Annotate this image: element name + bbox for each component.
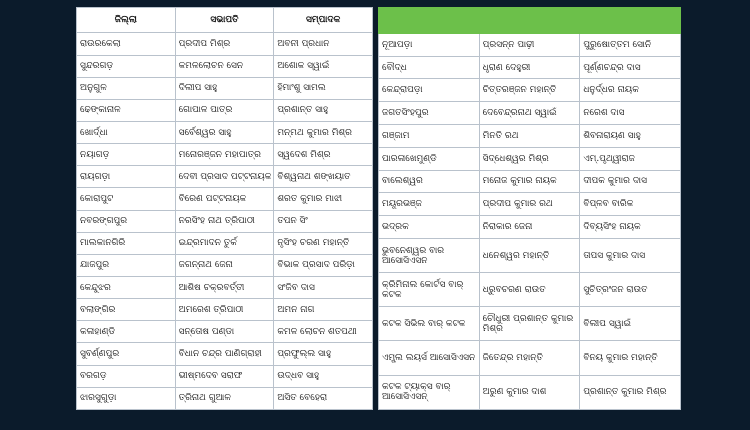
table-row bbox=[77, 299, 373, 321]
secretary-cell: ବିଲୀପ ସ୍ୱାଇଁ bbox=[580, 307, 681, 341]
district-cell: ରାୟଗଡ଼ା bbox=[77, 166, 176, 188]
secretary-cell: ବିପ୍ଳବ ବାରିକ bbox=[580, 193, 681, 216]
district-cell: ଅନୁଗୁଳ bbox=[77, 77, 176, 99]
table-row bbox=[379, 375, 681, 409]
district-cell: ଗଞ୍ଜାମ bbox=[379, 125, 480, 148]
president-cell: ସନ୍ତୋଷ ପଣ୍ଡା bbox=[175, 321, 274, 343]
president-cell: ମନୋଜ କୁମାର ନାୟକ bbox=[479, 170, 580, 193]
secretary-cell: ନରେଶ ଦାସ bbox=[580, 102, 681, 125]
district-cell: କୋରାପୁଟ bbox=[77, 188, 176, 210]
district-cell: କଳାହାଣ୍ଡି bbox=[77, 321, 176, 343]
secretary-cell: ପ୍ରଫୁଲ୍ଲ ସାହୁ bbox=[274, 343, 373, 365]
district-cell: ମାଲକାନଗିରି bbox=[77, 232, 176, 254]
column-header: ସଭାପତି bbox=[175, 8, 274, 33]
secretary-cell: ସଂଜିବ ଦାସ bbox=[274, 277, 373, 299]
district-cell: ଖୋର୍ଦ୍ଧା bbox=[77, 122, 176, 144]
district-cell: ଭୁବନେଶ୍ୱର ବାର ଆସୋସିଏସନ bbox=[379, 238, 480, 272]
secretary-cell: ସ୍ୱଦେଶ ମିଶ୍ର bbox=[274, 144, 373, 166]
president-cell: ବିଧାନ ଚନ୍ଦ୍ର ପାଣିଗ୍ରାହୀ bbox=[175, 343, 274, 365]
district-cell: ସୁନ୍ଦରଗଡ଼ bbox=[77, 55, 176, 77]
table-row bbox=[379, 125, 681, 148]
president-cell: ଜଗନ୍ନାଥ ଜେନା bbox=[175, 254, 274, 276]
president-cell: ତ୍ରିନାଥ ଗୁଆଳ bbox=[175, 387, 274, 409]
district-cell: ରାଉରକେଲା bbox=[77, 33, 176, 55]
district-cell: ନୟାଗଡ଼ bbox=[77, 144, 176, 166]
table-row bbox=[379, 273, 681, 307]
secretary-cell: ଶରତ କୁମାର ମାଝୀ bbox=[274, 188, 373, 210]
president-cell: ଦେବେନ୍ଦ୍ରନାଥ ସ୍ୱାଇଁ bbox=[479, 102, 580, 125]
district-cell: ଯାଜପୁର bbox=[77, 254, 176, 276]
president-cell: ନରସିଂହ ନାଥ ତ୍ରିପାଠୀ bbox=[175, 210, 274, 232]
table-row bbox=[379, 170, 681, 193]
district-cell: ଭଦ୍ରକ bbox=[379, 216, 480, 239]
table-row bbox=[77, 55, 373, 77]
table-row bbox=[77, 166, 373, 188]
district-cell: ସୁବର୍ଣ୍ଣପୁର bbox=[77, 343, 176, 365]
district-cell: ଏମ୍ପ୍ଲ ଲୟର୍ସ ଆସୋସିଏସନ bbox=[379, 341, 480, 375]
secretary-cell: ମନ୍ମଥ କୁମାର ମିଶ୍ର bbox=[274, 122, 373, 144]
district-cell: ପାରଳାଖେମୁଣ୍ଡି bbox=[379, 147, 480, 170]
table-row bbox=[77, 387, 373, 409]
table-row bbox=[379, 102, 681, 125]
table-row bbox=[77, 99, 373, 121]
district-cell: ଢେଙ୍କାନାଳ bbox=[77, 99, 176, 121]
president-cell: ଅମରେଶ ତ୍ରିପାଠୀ bbox=[175, 299, 274, 321]
left-table bbox=[76, 7, 373, 410]
left-table-header-row bbox=[77, 8, 373, 33]
table-row bbox=[77, 210, 373, 232]
secretary-cell: ପ୍ରଶାନ୍ତ ସାହୁ bbox=[274, 99, 373, 121]
district-cell: କଟକ ସିଭିଲ ବାର୍ କଟକ bbox=[379, 307, 480, 341]
president-cell: ଧ୍ରୁବଚରଣ ରାଉତ bbox=[479, 273, 580, 307]
president-cell: ଦିଲୀପ ସାହୁ bbox=[175, 77, 274, 99]
secretary-cell: ଉଦ୍ଧବ ସାହୁ bbox=[274, 365, 373, 387]
secretary-cell: ବିନୟ କୁମାର ମହାନ୍ତି bbox=[580, 341, 681, 375]
right-table bbox=[378, 7, 681, 410]
table-row bbox=[379, 193, 681, 216]
secretary-cell: ତପନ ସିଂ bbox=[274, 210, 373, 232]
president-cell: ଭୀଷ୍ମଦେବ ସରାଫ bbox=[175, 365, 274, 387]
secretary-cell: ହିମାଂଶୁ ସାମଲ bbox=[274, 77, 373, 99]
table-row bbox=[77, 343, 373, 365]
table-row bbox=[379, 147, 681, 170]
table-row bbox=[77, 122, 373, 144]
president-cell: ବିରେଣ ପଟ୍ଟନାୟକ bbox=[175, 188, 274, 210]
secretary-cell: ଅବନୀ ପ୍ରଧାନ bbox=[274, 33, 373, 55]
table-row bbox=[379, 238, 681, 272]
president-cell: ଇନ୍ଦ୍ରମାଦନ ତୁର୍କ bbox=[175, 232, 274, 254]
table-row bbox=[379, 33, 681, 56]
table-row bbox=[379, 216, 681, 239]
secretary-cell: ପୂର୍ଣ୍ଣଚନ୍ଦ୍ର ଦାସ bbox=[580, 56, 681, 79]
district-cell: ବାଲେଶ୍ୱର bbox=[379, 170, 480, 193]
president-cell: ଆଶିଷ ଚକ୍ରବର୍ତ୍ତୀ bbox=[175, 277, 274, 299]
president-cell: ନିରାକାର ଜେନା bbox=[479, 216, 580, 239]
secretary-cell: ଧନୁର୍ଦ୍ଧର ନାୟକ bbox=[580, 79, 681, 102]
table-row bbox=[379, 307, 681, 341]
president-cell: ପ୍ରସନ୍ନ ପାଢ଼ୀ bbox=[479, 33, 580, 56]
president-cell: ମନୋରଞ୍ଜନ ମହାପାତ୍ର bbox=[175, 144, 274, 166]
secretary-cell: ସୁଚିତ୍ରଂଜନ ରାଉତ bbox=[580, 273, 681, 307]
table-row bbox=[77, 321, 373, 343]
secretary-cell: ଅଶୋକ ସ୍ୱାଇଁ bbox=[274, 55, 373, 77]
left-table-panel bbox=[76, 7, 373, 410]
table-row bbox=[77, 188, 373, 210]
president-cell: ଧୃରାଣ ଦେହୁରୀ bbox=[479, 56, 580, 79]
secretary-cell: କମଳ ଲୋଚନ ଶତପଥୀ bbox=[274, 321, 373, 343]
table-row bbox=[379, 341, 681, 375]
secretary-cell: ନୃସିଂହ ଚରଣ ମହାନ୍ତି bbox=[274, 232, 373, 254]
president-cell: ଦେବୀ ପ୍ରସାଦ ପଟ୍ଟନାୟକ bbox=[175, 166, 274, 188]
secretary-cell: ଅସିତ ବେହେରା bbox=[274, 387, 373, 409]
district-cell: କେନ୍ଦୁଝର bbox=[77, 277, 176, 299]
district-cell: ମୟୂରଭଞ୍ଜ bbox=[379, 193, 480, 216]
secretary-cell: ଏମ୍.ପୃଥ୍ୱୀରାଜ bbox=[580, 147, 681, 170]
secretary-cell: ବିଶ୍ୱନାଥ ଶଙ୍ଖୟାତ bbox=[274, 166, 373, 188]
right-table-header-bar bbox=[379, 8, 681, 34]
president-cell: ଅରୁଣ କୁମାର ଦାଶ bbox=[479, 375, 580, 409]
secretary-cell: ତାପସ କୁମାର ଦାସ bbox=[580, 238, 681, 272]
president-cell: ପ୍ରଦୀପ ମିଶ୍ର bbox=[175, 33, 274, 55]
secretary-cell: ଅମନ ନାଗ bbox=[274, 299, 373, 321]
district-cell: ନୂଆପଡ଼ା bbox=[379, 33, 480, 56]
president-cell: ସିଦ୍ଧେଶ୍ୱର ମିଶ୍ର bbox=[479, 147, 580, 170]
column-header: ଜିଲ୍ଲା bbox=[77, 8, 176, 33]
district-cell: ବରଗଡ଼ bbox=[77, 365, 176, 387]
president-cell: ଚୌଧୁରୀ ପ୍ରଶାନ୍ତ କୁମାର ମିଶ୍ର bbox=[479, 307, 580, 341]
president-cell: ପ୍ରଦୀପ କୁମାର ରଥ bbox=[479, 193, 580, 216]
district-cell: କଟକ ଟ୍ୟାକ୍ସ ବାର୍ ଆସୋସିଏସନ୍ bbox=[379, 375, 480, 409]
secretary-cell: ଦିବ୍ୟସିଂହ ନାୟକ bbox=[580, 216, 681, 239]
table-row bbox=[77, 277, 373, 299]
table-row bbox=[379, 79, 681, 102]
president-cell: ଚିତ୍ତରଞ୍ଜନ ମହାନ୍ତି bbox=[479, 79, 580, 102]
table-row bbox=[77, 33, 373, 55]
column-header: ସମ୍ପାଦକ bbox=[274, 8, 373, 33]
table-row bbox=[77, 232, 373, 254]
district-cell: ବୌଦ୍ଧ bbox=[379, 56, 480, 79]
table-row bbox=[379, 56, 681, 79]
president-cell: ଧନେଶ୍ୱର ମହାନ୍ତି bbox=[479, 238, 580, 272]
table-row bbox=[77, 254, 373, 276]
table-row bbox=[77, 144, 373, 166]
district-cell: ନବରଙ୍ଗପୁର bbox=[77, 210, 176, 232]
secretary-cell: ବିଭାକ ପ୍ରସାଦ ପରିଡ଼ା bbox=[274, 254, 373, 276]
table-row bbox=[77, 77, 373, 99]
secretary-cell: ଦୀପକ କୁମାର ଦାସ bbox=[580, 170, 681, 193]
secretary-cell: ଶିବନାରାୟଣ ସାହୁ bbox=[580, 125, 681, 148]
district-cell: ବଲାଙ୍ଗିର bbox=[77, 299, 176, 321]
district-cell: କେନ୍ଦ୍ରାପଡ଼ା bbox=[379, 79, 480, 102]
right-table-panel bbox=[378, 7, 681, 410]
secretary-cell: ପୁରୁଷୋତ୍ତମ ସୋନି bbox=[580, 33, 681, 56]
district-cell: ଝାରସୁଗୁଡ଼ା bbox=[77, 387, 176, 409]
table-row bbox=[77, 365, 373, 387]
president-cell: ସର୍ବେଶ୍ୱର ସାହୁ bbox=[175, 122, 274, 144]
president-cell: କମଳଲୋଚନ ସେନ bbox=[175, 55, 274, 77]
district-cell: କ୍ରିମିନାଲ କୋର୍ଟସ ବାର୍ କଟକ bbox=[379, 273, 480, 307]
president-cell: ଗୋପାଳ ପାତ୍ର bbox=[175, 99, 274, 121]
green-header-cell bbox=[379, 8, 681, 34]
secretary-cell: ପ୍ରଶାନ୍ତ କୁମାର ମିଶ୍ର bbox=[580, 375, 681, 409]
president-cell: ଜିତେନ୍ଦ୍ର ମହାନ୍ତି bbox=[479, 341, 580, 375]
president-cell: ମିନତି ରଥ bbox=[479, 125, 580, 148]
district-cell: ଜଗତସିଂହପୁର bbox=[379, 102, 480, 125]
